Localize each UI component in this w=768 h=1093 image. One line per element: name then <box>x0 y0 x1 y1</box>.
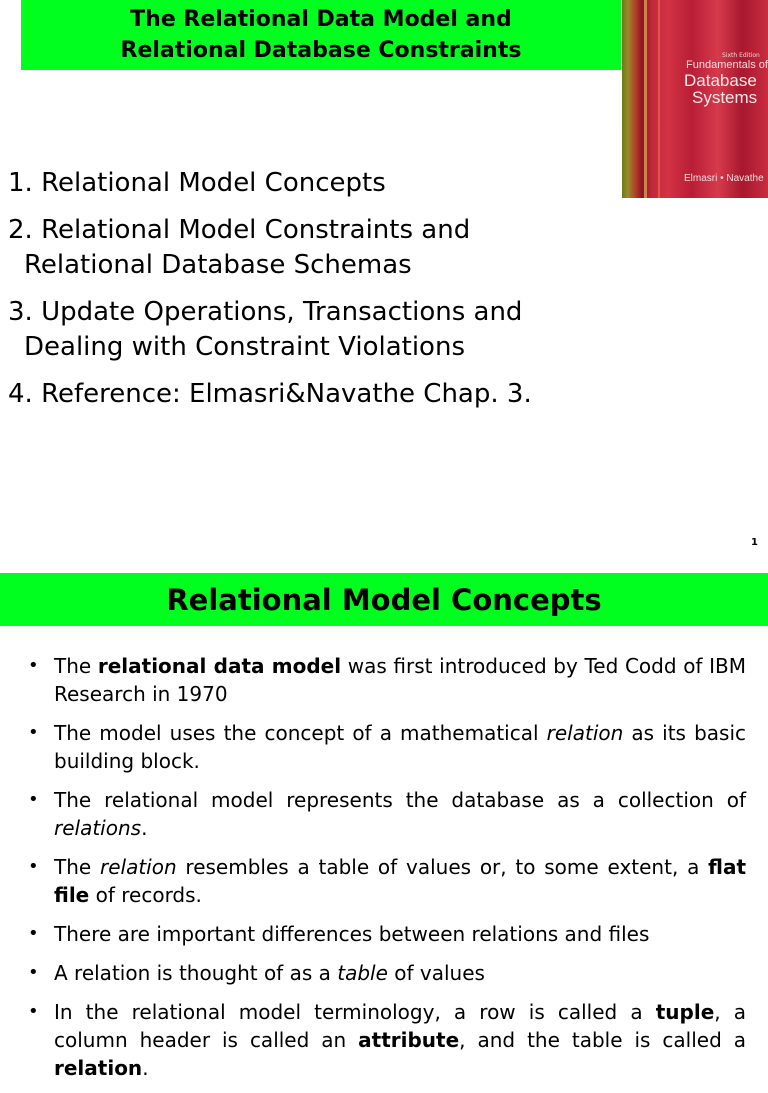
book-authors: Elmasri • Navathe <box>684 173 764 184</box>
outline-item: 1. Relational Model Concepts <box>8 168 386 198</box>
title-line-2: Relational Database Constraints <box>120 38 522 63</box>
book-title-line-1: Fundamentals of <box>686 59 768 71</box>
slide-1-title <box>21 0 621 70</box>
bullet-item: • The model uses the concept of a mathematical relation as its basic building block. <box>28 719 746 775</box>
outline-item: 2. Relational Model Constraints and Relational Database Schemas <box>8 215 471 280</box>
page-number: 1 <box>751 537 758 548</box>
bullet-item: • There are important differences between relations and files <box>28 920 746 948</box>
outline-item: 4. Reference: Elmasri&Navathe Chap. 3. <box>8 379 532 409</box>
book-cover-image <box>622 0 768 198</box>
bullet-item: • The relational data model was first introduced by Ted Codd of IBM Research in 1970 <box>28 652 746 708</box>
outline-item: 3. Update Operations, Transactions and Dealing with Constraint Violations <box>8 297 523 362</box>
title-line-1: The Relational Data Model and <box>130 7 512 32</box>
bullet-item: • In the relational model terminology, a row is called a tuple, a column header is called an attribute, and the table is called a relation. <box>28 998 746 1082</box>
slide-2 <box>0 573 768 1080</box>
bullet-item: • A relation is thought of as a table of values <box>28 959 746 987</box>
book-edition: Sixth Edition <box>722 52 760 59</box>
bullet-list <box>28 652 746 1093</box>
outline-list <box>8 166 608 424</box>
bullet-item: • The relation resembles a table of values or, to some extent, a flat file of records. <box>28 853 746 909</box>
slide-2-title: Relational Model Concepts <box>0 573 768 626</box>
book-title-line-2: Database <box>684 71 757 90</box>
bullet-item: • The relational model represents the database as a collection of relations. <box>28 786 746 842</box>
book-title-line-3: Systems <box>692 88 758 107</box>
